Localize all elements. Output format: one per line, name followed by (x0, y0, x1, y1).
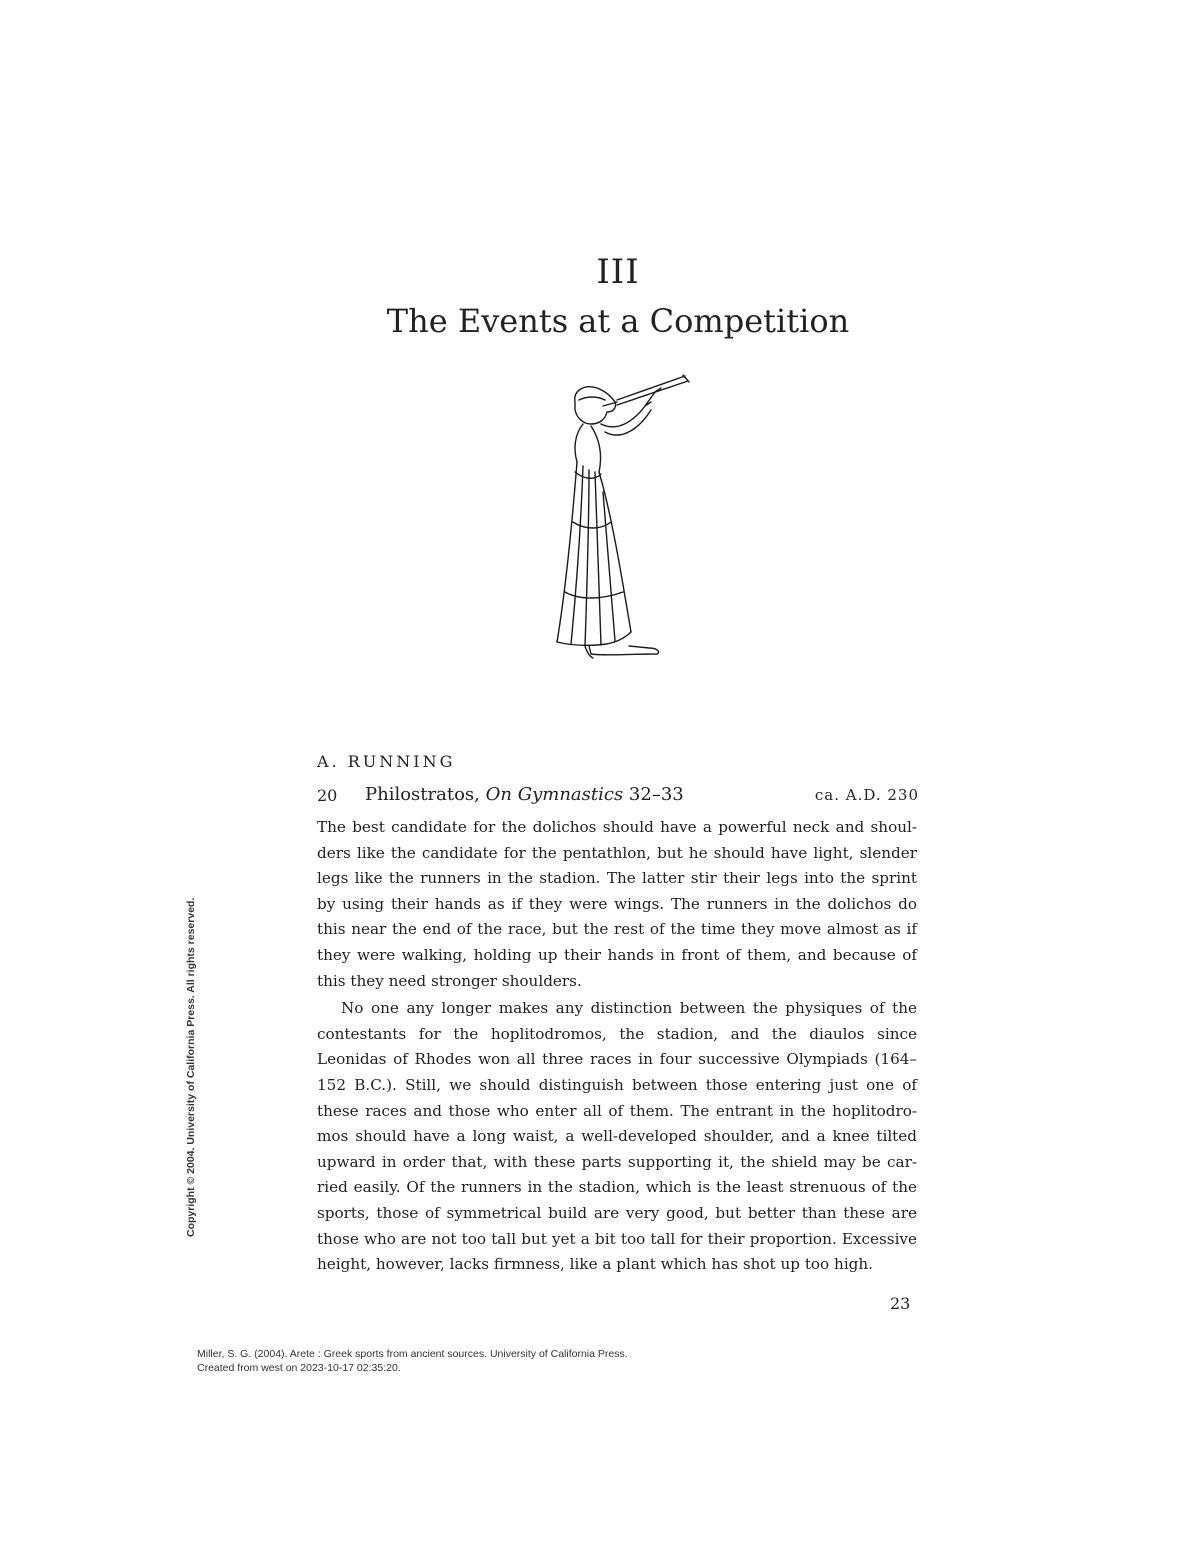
source-citation-line (317, 784, 919, 812)
citation-footer (197, 1347, 628, 1375)
source-number: 20 (317, 786, 338, 805)
source-work: On Gymnastics (485, 784, 624, 805)
paragraph-2 (317, 996, 917, 1278)
text-line: mos should have a long waist, a well-developed shoulder, and a knee tilted (317, 1127, 917, 1146)
paragraph-1 (317, 815, 917, 994)
citation-created: Created from west on 2023-10-17 02:35:20. (197, 1362, 401, 1374)
chapter-title: The Events at a Competition (386, 302, 850, 340)
text-line: ders like the candidate for the pentathlon, but he should have light, slender (317, 843, 917, 862)
text-line: legs like the runners in the stadion. The latter stir their legs into the sprint (317, 869, 917, 888)
text-line: this they need stronger shoulders. (317, 971, 582, 990)
text-line: contestants for the hoplitodromos, the stadion, and the diaulos since (317, 1024, 917, 1043)
copyright-notice: Copyright © 2004. University of California Press. All rights reserved. (185, 897, 197, 1237)
citation-reference: Miller, S. G. (2004). Arete : Greek sports from ancient sources. University of California Press. (197, 1348, 628, 1360)
source-date: ca. A.D. 230 (814, 786, 919, 804)
text-line: these races and those who enter all of them. The entrant in the hoplitodro- (317, 1101, 917, 1120)
text-line: upward in order that, with these parts supporting it, the shield may be car- (317, 1152, 917, 1171)
text-line: this near the end of the race, but the rest of the time they move almost as if (317, 920, 917, 939)
text-line: 152 B.C.). Still, we should distinguish between those entering just one of (317, 1075, 917, 1094)
aulos-player-figure-icon (545, 362, 695, 674)
source-title (365, 784, 684, 805)
source-author: Philostratos, (365, 784, 480, 805)
page-number: 23 (890, 1294, 911, 1313)
text-line: No one any longer makes any distinction between the physiques of the (341, 999, 917, 1018)
text-line: by using their hands as if they were wings. The runners in the dolichos do (317, 894, 917, 913)
text-line: sports, those of symmetrical build are very good, but better than these are (317, 1203, 917, 1222)
chapter-number: III (596, 252, 640, 292)
text-line: Leonidas of Rhodes won all three races in four successive Olympiads (164– (317, 1050, 917, 1069)
text-line: The best candidate for the dolichos should have a powerful neck and shoul- (317, 818, 917, 836)
section-heading: A. RUNNING (317, 752, 456, 771)
text-line: ried easily. Of the runners in the stadion, which is the least strenuous of the (317, 1178, 917, 1197)
text-line: height, however, lacks firmness, like a plant which has shot up too high. (317, 1255, 874, 1274)
text-line: those who are not too tall but yet a bit too tall for their proportion. Excessive (317, 1229, 917, 1248)
body-text (317, 815, 917, 1278)
source-passage: 32–33 (628, 784, 684, 805)
text-line: they were walking, holding up their hands in front of them, and because of (317, 945, 917, 964)
